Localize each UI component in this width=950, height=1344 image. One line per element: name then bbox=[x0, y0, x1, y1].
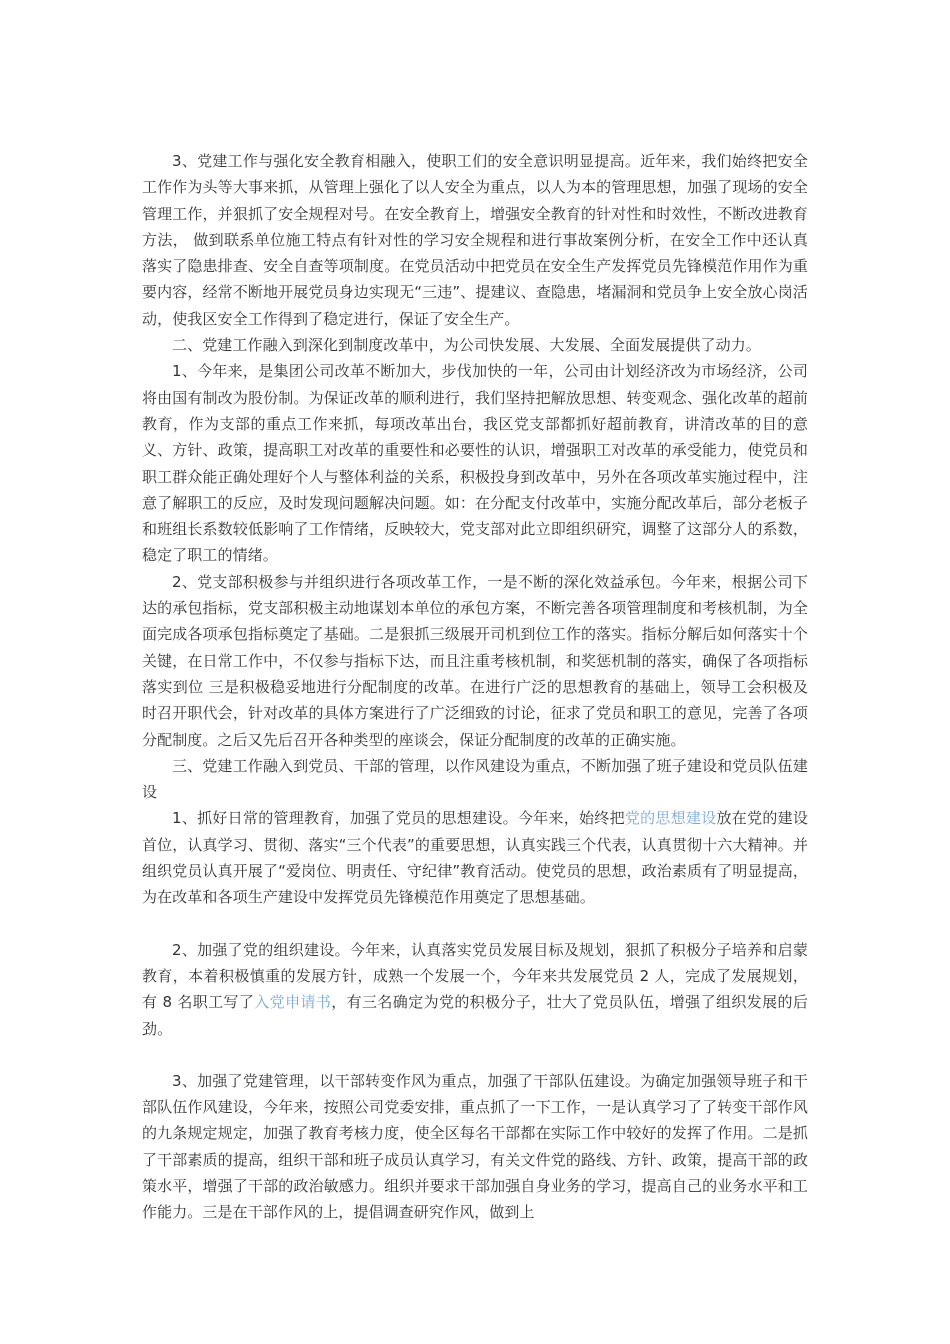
text-segment: 2、加强了党的组织建设。今年来，认真落实党员发展目标及规划，狠抓了积极分子培养和启蒙教育，本着积极慎重的发展方针，成熟一个发展一个，今年来共发展党员 2 人，完成了发展规划，有 8 名职工写了 bbox=[142, 940, 808, 1012]
paragraph-cadre-management: 3、加强了党建管理，以干部转变作风为重点，加强了干部队伍建设。为确定加强领导班子和干部队伍作风建设，今年来，按照公司党委安排，重点抓了一下工作，一是认真学习了了转变干部作风的九条规定规定，加强了教育考核力度，使全区每名干部都在实际工作中较好的发挥了作用。二是抓了干部素质的提高，组织干部和班子成员认真学习，有关文件党的路线、方针、政策，提高干部的政策水平，增强了干部的政治敏感力。组织并要求干部加强自身业务的学习，提高自己的业务水平和工作能力。三是在干部作风的上，提倡调查研究作风，做到上 bbox=[142, 1071, 808, 1222]
text-segment: 放在党的建设首位，认真学习、贯彻、落实“三个代表”的重要思想，认真实践三个代表，认真贯彻十六大精神。并组织党员认真开展了“爱岗位、明责任、守纪律”教育活动。使党员的思想，政治素质有了明显提高，为在改革和各项生产建设中发挥党员先锋模范作用奠定了思想基础。 bbox=[142, 809, 808, 907]
text-segment: ，有三名确定为党的积极分子，壮大了党员队伍，增强了组织发展的后劲。 bbox=[142, 993, 808, 1038]
text-segment: 1、抓好日常的管理教育，加强了党员的思想建设。今年来，始终把 bbox=[172, 809, 625, 828]
heading-section-3: 三、党建工作融入到党员、干部的管理，以作风建设为重点，不断加强了班子建设和党员队伍建设 bbox=[142, 756, 808, 802]
paragraph-organization-building bbox=[142, 937, 808, 1042]
paragraph-ideological-building bbox=[142, 805, 808, 910]
party-ideology-link[interactable]: 党的思想建设 bbox=[624, 809, 717, 828]
paragraph-reform-participation: 2、党支部积极参与并组织进行各项改革工作，一是不断的深化效益承包。今年来，根据公司下达的承包指标，党支部积极主动地谋划本单位的承包方案，不断完善各项管理制度和考核机制，为全面完成各项承包指标奠定了基础。二是狠抓三级展开司机到位工作的落实。指标分解后如何落实十个关键，在日常工作中，不仅参与指标下达，而且注重考核机制，和奖惩机制的落实，确保了各项指标落实到位 三是积极稳妥地进行分配制度的改革。在进行广泛的思想教育的基础上，领导工会积极及时召开职代会，针对改革的具体方案进行了广泛细致的讨论，征求了党员和职工的意见，完善了各项分配制度。之后又先后召开各种类型的座谈会，保证分配制度的改革的正确实施。 bbox=[142, 572, 808, 749]
paragraph-reform-education: 1、今年来，是集团公司改革不断加大，步伐加快的一年，公司由计划经济改为市场经济，公司将由国有制改为股份制。为保证改革的顺利进行，我们坚持把解放思想、转变观念、强化改革的超前教育，作为支部的重点工作来抓，每项改革出台，我区党支部都抓好超前教育，讲清改革的目的意义、方针、政策，提高职工对改革的重要性和必要性的认识，增强职工对改革的承受能力，使党员和职工群众能正确处理好个人与整体利益的关系，积极投身到改革中，另外在各项改革实施过程中，注意了解职工的反应，及时发现问题解决问题。如：在分配支付改革中，实施分配改革后，部分老板子和班组长系数较低影响了工作情绪，反映较大，党支部对此立即组织研究，调整了这部分人的系数，稳定了职工的情绪。 bbox=[142, 362, 808, 565]
heading-section-2: 二、党建工作融入到深化到制度改革中，为公司快发展、大发展、全面发展提供了动力。 bbox=[172, 336, 761, 355]
paragraph-safety-education: 3、党建工作与强化安全教育相融入，使职工们的安全意识明显提高。近年来，我们始终把安全工作作为头等大事来抓，从管理上强化了以人安全为重点，以人为本的管理思想，加强了现场的安全管理工作，并狠抓了安全规程对号。在安全教育上，增强安全教育的针对性和时效性，不断改进教育方法， 做到联系单位施工特点有针对性的学习安全规程和进行事故案例分析，在安全工作中还认真落实了隐患排查、安全自查等项制度。在党员活动中把党员在安全生产发挥党员先锋模范作用作为重要内容，经常不断地开展党员身边实现无“三违”、提建议、查隐患，堵漏洞和党员争上安全放心岗活动，使我区安全工作得到了稳定进行，保证了安全生产。 bbox=[142, 152, 808, 328]
party-application-link[interactable]: 入党申请书 bbox=[254, 993, 332, 1012]
document-body bbox=[142, 148, 808, 1226]
